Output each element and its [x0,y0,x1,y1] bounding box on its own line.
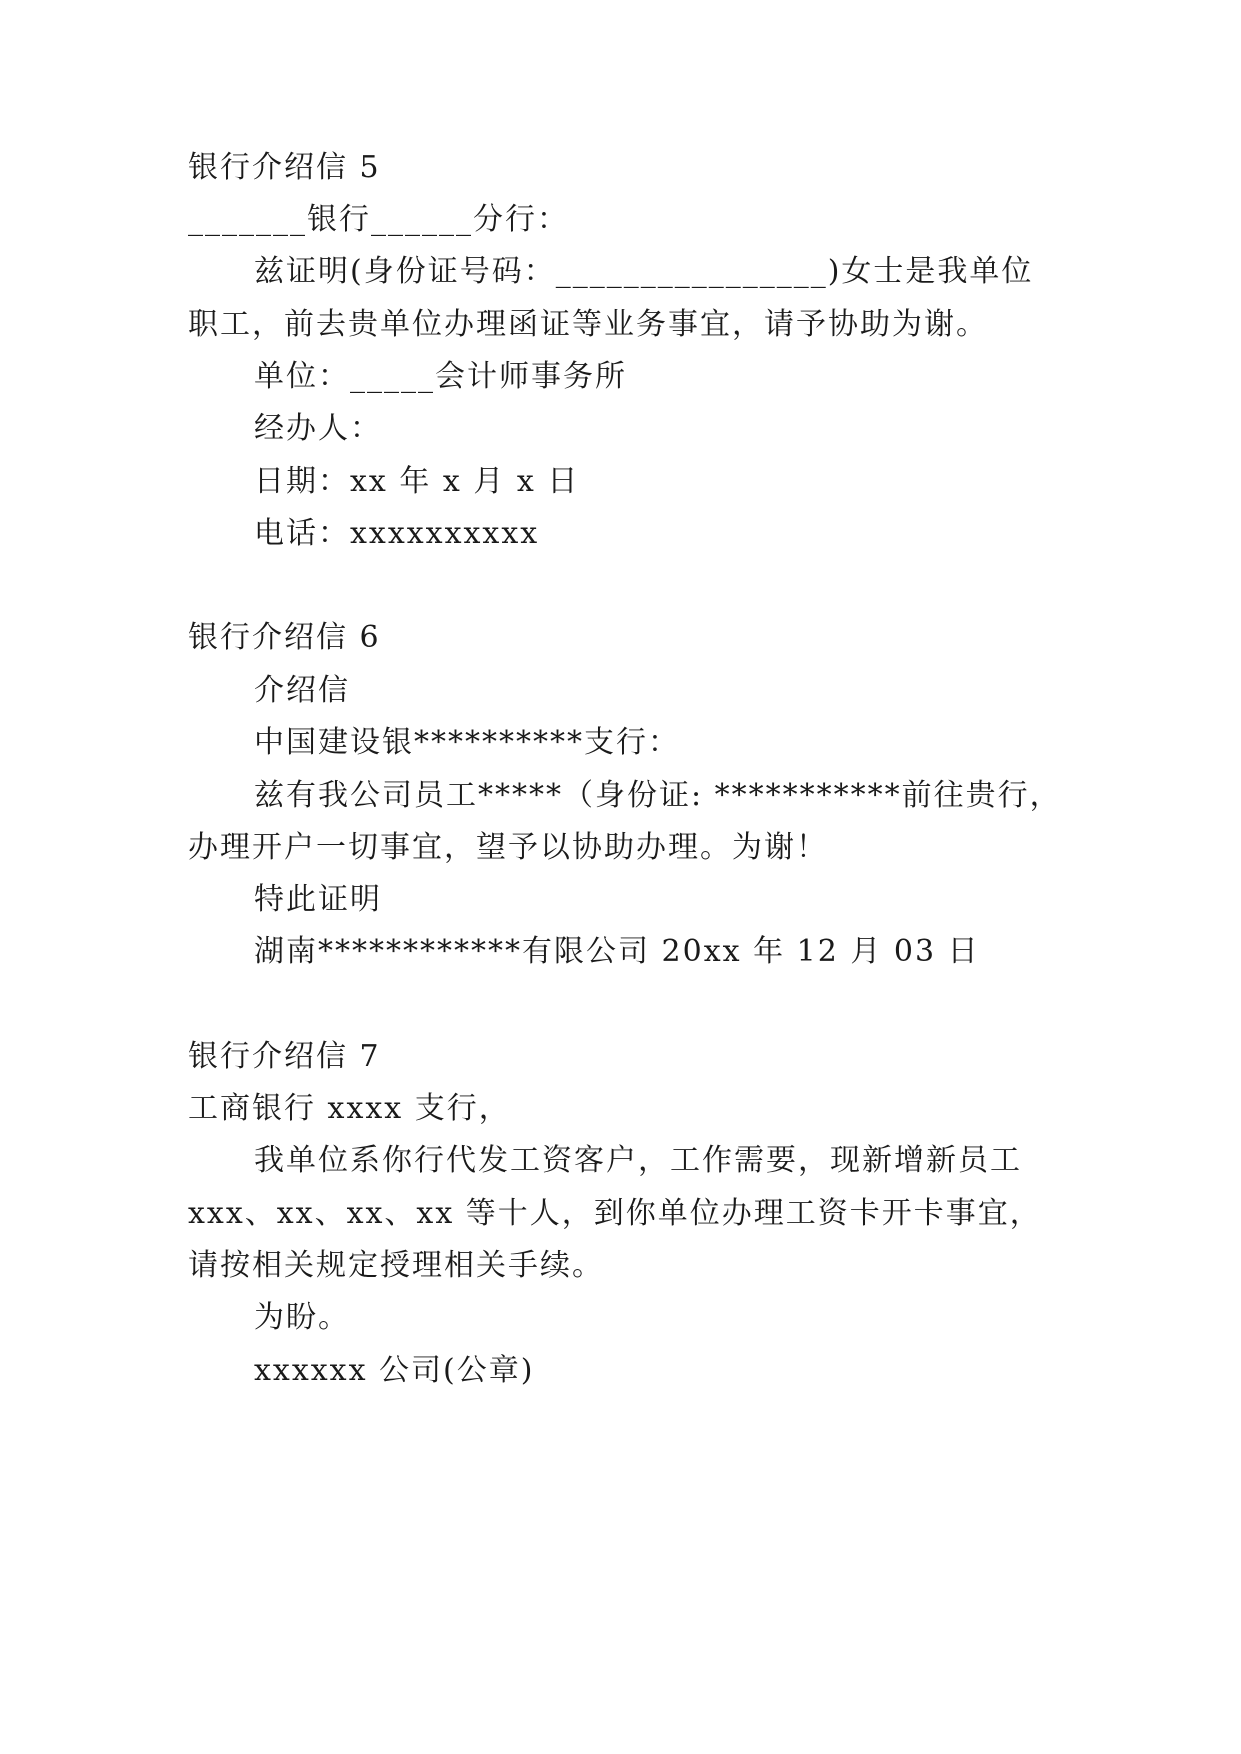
letter7-body-line3: 请按相关规定授理相关手续。 [188,1248,604,1283]
letter5-body-line1: 兹证明(身份证号码：________________)女士是我单位 [254,254,1034,289]
letter6-signature: 湖南************有限公司 20xx 年 12 月 03 日 [254,934,980,969]
letter5-handler: 经办人： [254,411,382,446]
letter6-body-line2: 办理开户一切事宜，望予以协助办理。为谢！ [188,830,828,865]
letter5-title: 银行介绍信 5 [188,150,381,185]
letter5-salutation: _______银行______分行： [188,202,569,237]
letter7-signature: xxxxxx 公司(公章) [254,1353,535,1388]
letter6-title: 银行介绍信 6 [188,620,381,655]
letter6-salutation: 中国建设银**********支行： [254,725,680,760]
letter7-salutation: 工商银行 xxxx 支行， [188,1091,511,1126]
letter6-certify: 特此证明 [254,882,382,917]
letter5-date: 日期：xx 年 x 月 x 日 [254,464,580,499]
letter7-body-line2: xxx、xx、xx、xx 等十人，到你单位办理工资卡开卡事宜， [188,1196,1042,1231]
letter6-body-line1: 兹有我公司员工*****（身份证: ***********前往贵行， [254,778,1062,813]
letter7-title: 银行介绍信 7 [188,1039,381,1074]
letter5-body-line2: 职工，前去贵单位办理函证等业务事宜，请予协助为谢。 [188,307,988,342]
letter5-unit: 单位：_____会计师事务所 [254,359,627,394]
letter7-body-line1: 我单位系你行代发工资客户，工作需要，现新增新员工 [254,1143,1022,1178]
letter7-closing: 为盼。 [254,1300,350,1335]
letter6-subtitle: 介绍信 [254,673,350,708]
letter5-phone: 电话：xxxxxxxxxx [254,516,540,551]
